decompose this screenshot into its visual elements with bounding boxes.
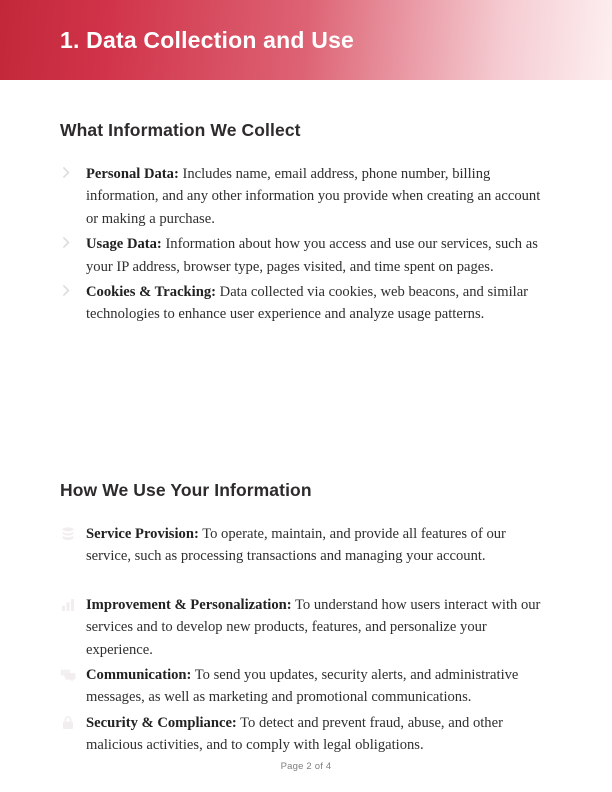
item-label: Usage Data: (86, 236, 162, 253)
list-item (60, 712, 554, 757)
item-text: Communication: To send you updates, security alerts, and administrative messages, as well as marketing and promotional communications. (86, 667, 519, 706)
heading-how-we-use-your-information: How We Use Your Information (60, 480, 312, 500)
item-text: Usage Data: Information about how you access and use our services, such as your IP address, browser type, pages visited, and time spent on pages. (86, 236, 538, 275)
item-label: Personal Data: (86, 166, 179, 182)
item-text: Service Provision: To operate, maintain, and provide all features of our service, such as processing transactions and managing your account. (86, 526, 506, 565)
item-text: Security & Compliance: To detect and prevent fraud, abuse, and other malicious activities, and to comply with legal obligations. (86, 714, 503, 754)
item-label: Cookies & Tracking: (86, 284, 216, 301)
chat-bubbles-icon (60, 664, 86, 709)
item-text: Improvement & Personalization: To understand how users interact with our services and to develop new products, features, and personalize your experience. (86, 596, 541, 658)
lock-icon (60, 712, 86, 757)
section-header-banner (0, 0, 612, 80)
item-label: Security & Compliance: (86, 714, 237, 731)
bar-chart-icon (60, 594, 86, 661)
item-text: Personal Data: Includes name, email address, phone number, billing information, and any other information you provide when creating an account or making a purchase. (86, 166, 541, 227)
item-label: Improvement & Personalization: (86, 596, 292, 613)
list-item (60, 664, 554, 709)
database-icon (60, 523, 86, 568)
page-number-indicator: Page 2 of 4 (280, 761, 332, 772)
heading-what-information-we-collect: What Information We Collect (60, 120, 301, 140)
list-item (60, 281, 554, 326)
list-item (60, 163, 554, 230)
item-label: Service Provision: (86, 526, 199, 542)
chevron-right-icon (60, 281, 86, 326)
item-text: Cookies & Tracking: Data collected via cookies, web beacons, and similar technologies to enhance user experience and analyze usage patterns. (86, 284, 529, 323)
chevron-right-icon (60, 163, 86, 230)
list-item (60, 233, 554, 278)
page-title: 1. Data Collection and Use (60, 26, 355, 53)
item-label: Communication: (86, 667, 192, 684)
information-collect-list (60, 163, 554, 329)
list-item (60, 523, 554, 568)
list-item (60, 594, 554, 661)
chevron-right-icon (60, 233, 86, 278)
information-use-list (60, 523, 554, 760)
